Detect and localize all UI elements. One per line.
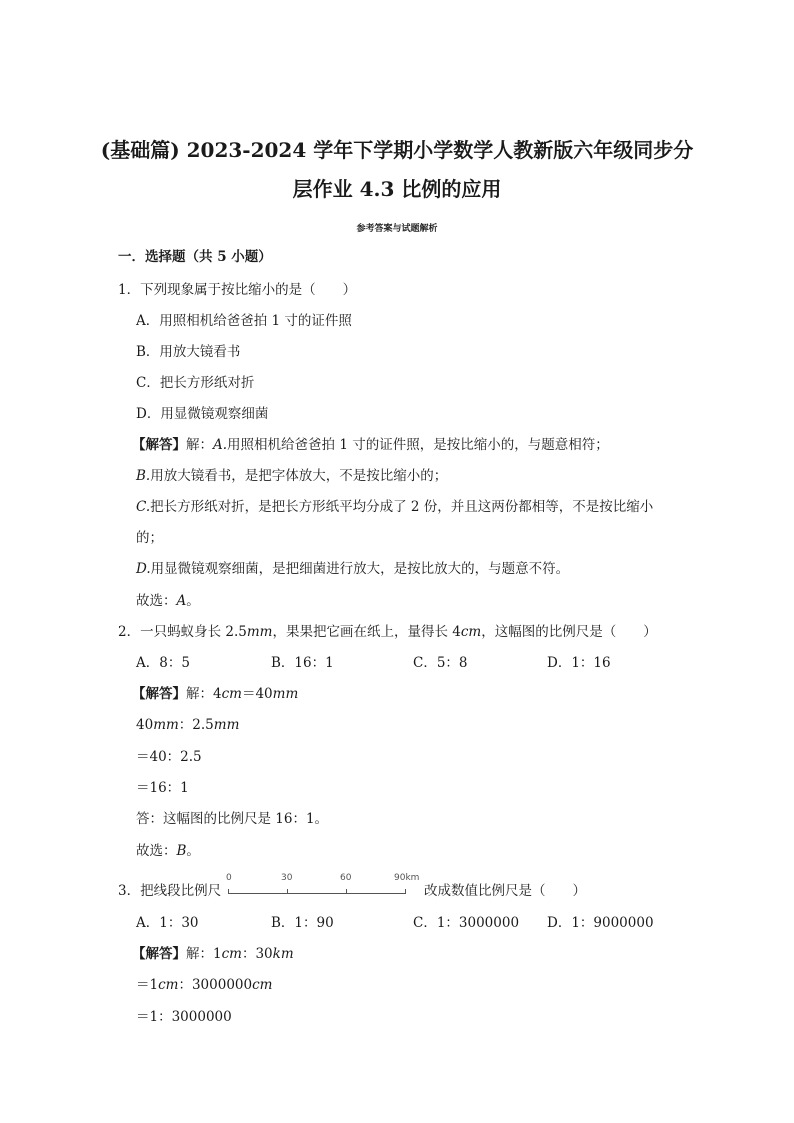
stem-part: ，果果把它画在纸上，量得长 4	[272, 624, 461, 640]
scale-label: 90km	[394, 873, 420, 883]
answer-tag: 【解答】	[132, 946, 186, 962]
choice-end: 。	[186, 593, 200, 609]
q2-option-c: C．5：8	[413, 655, 468, 671]
q1-answer-line-3	[136, 498, 653, 516]
q3-option-a: A．1：30	[136, 915, 199, 931]
answer-text: ＝1	[136, 977, 159, 993]
q3-stem-part-2: 改成数值比例尺是（ ）	[424, 883, 586, 899]
answer-unit: km	[272, 946, 294, 962]
q3-option-c: C．1：3000000	[413, 915, 520, 931]
q3-answer-line-2	[136, 976, 272, 994]
q1-choice	[136, 592, 200, 610]
scale-tick	[346, 889, 347, 894]
answer-unit: mm	[153, 717, 179, 733]
answer-text: ：3000000	[178, 977, 253, 993]
q2-choice	[136, 842, 200, 860]
q3-answer-line-1	[132, 945, 294, 963]
answer-text: 解：1	[186, 946, 222, 962]
choice-end: 。	[186, 843, 200, 859]
q1-option-b: B．用放大镜看书	[136, 344, 241, 360]
choice-value: A	[176, 593, 187, 609]
answer-letter: B.	[136, 468, 151, 484]
q2-stem	[118, 623, 657, 641]
q3-stem-part-1: 3．把线段比例尺	[118, 883, 222, 899]
choice-label: 故选：	[136, 843, 177, 859]
q3-option-b: B．1：90	[271, 915, 334, 931]
choice-value: B	[176, 843, 187, 859]
scale-baseline	[228, 893, 406, 894]
answer-unit: cm	[221, 946, 242, 962]
answer-tag: 【解答】	[132, 437, 186, 453]
scale-label: 60	[340, 873, 352, 883]
scale-label: 0	[226, 873, 232, 883]
stem-unit: mm	[246, 624, 273, 640]
stem-unit: cm	[460, 624, 482, 640]
answer-tag: 【解答】	[132, 686, 186, 702]
stem-part: ，这幅图的比例尺是（ ）	[481, 624, 657, 640]
answer-subtitle: 参考答案与试题解析	[356, 224, 438, 234]
scale-tick	[287, 889, 288, 894]
answer-unit: mm	[272, 686, 299, 702]
stem-part: 2．一只蚂蚁身长 2.5	[118, 624, 247, 640]
q1-option-c: C．把长方形纸对折	[136, 375, 255, 391]
q2-answer-line-4: ＝16：1	[136, 780, 189, 796]
q2-option-b: B．16：1	[271, 655, 334, 671]
q1-answer-line-1	[132, 436, 609, 454]
page-title-line-2: 层作业 4.3 比例的应用	[292, 177, 502, 201]
answer-letter: D.	[136, 561, 151, 577]
answer-text: 用放大镜看书，是把字体放大，不是按比缩小的；	[150, 468, 448, 484]
scale-tick	[405, 889, 406, 894]
q3-answer-line-3: ＝1：3000000	[136, 1009, 232, 1025]
choice-label: 故选：	[136, 593, 177, 609]
scale-label: 30	[281, 873, 293, 883]
answer-text: 把长方形纸对折，是把长方形纸平均分成了 2 份，并且这两份都相等，不是按比缩小	[150, 499, 654, 515]
answer-letter: A.	[213, 437, 228, 453]
q1-answer-line-4	[136, 560, 569, 578]
answer-text: 用照相机给爸爸拍 1 寸的证件照，是按比缩小的，与题意相符；	[227, 437, 609, 453]
line-segment-scale	[228, 870, 418, 900]
q1-option-d: D．用显微镜观察细菌	[136, 406, 269, 422]
answer-text: ：2.5	[178, 717, 214, 733]
q1-option-a: A．用照相机给爸爸拍 1 寸的证件照	[136, 313, 352, 329]
answer-text: 用显微镜观察细菌，是把细菌进行放大，是按比放大的，与题意不符。	[150, 561, 570, 577]
q2-answer-line-3: ＝40：2.5	[136, 749, 202, 765]
answer-unit: mm	[213, 717, 240, 733]
q2-answer-line-1	[132, 685, 298, 703]
q1-answer-line-2	[136, 467, 447, 485]
answer-unit: cm	[158, 977, 179, 993]
answer-unit: cm	[221, 686, 242, 702]
q2-answer-line-2	[136, 716, 239, 734]
answer-unit: cm	[252, 977, 273, 993]
answer-text: ：30	[241, 946, 273, 962]
page-title-line-1: (基础篇) 2023-2024 学年下学期小学数学人教新版六年级同步分	[100, 138, 694, 162]
q2-option-d: D．1：16	[547, 655, 611, 671]
section-heading: 一．选择题（共 5 小题）	[118, 249, 272, 265]
scale-tick	[228, 889, 229, 894]
answer-text: 40	[136, 717, 154, 733]
q2-answer-line-5: 答：这幅图的比例尺是 16：1。	[136, 811, 329, 827]
q2-option-a: A．8：5	[136, 655, 190, 671]
answer-text: 解：4	[186, 686, 222, 702]
q1-answer-line-3b: 的；	[136, 530, 163, 546]
q1-stem: 1．下列现象属于按比缩小的是（ ）	[118, 282, 357, 298]
q3-option-d: D．1：9000000	[547, 915, 654, 931]
answer-lead: 解：	[186, 437, 213, 453]
answer-text: ＝40	[241, 686, 273, 702]
answer-letter: C.	[136, 499, 151, 515]
